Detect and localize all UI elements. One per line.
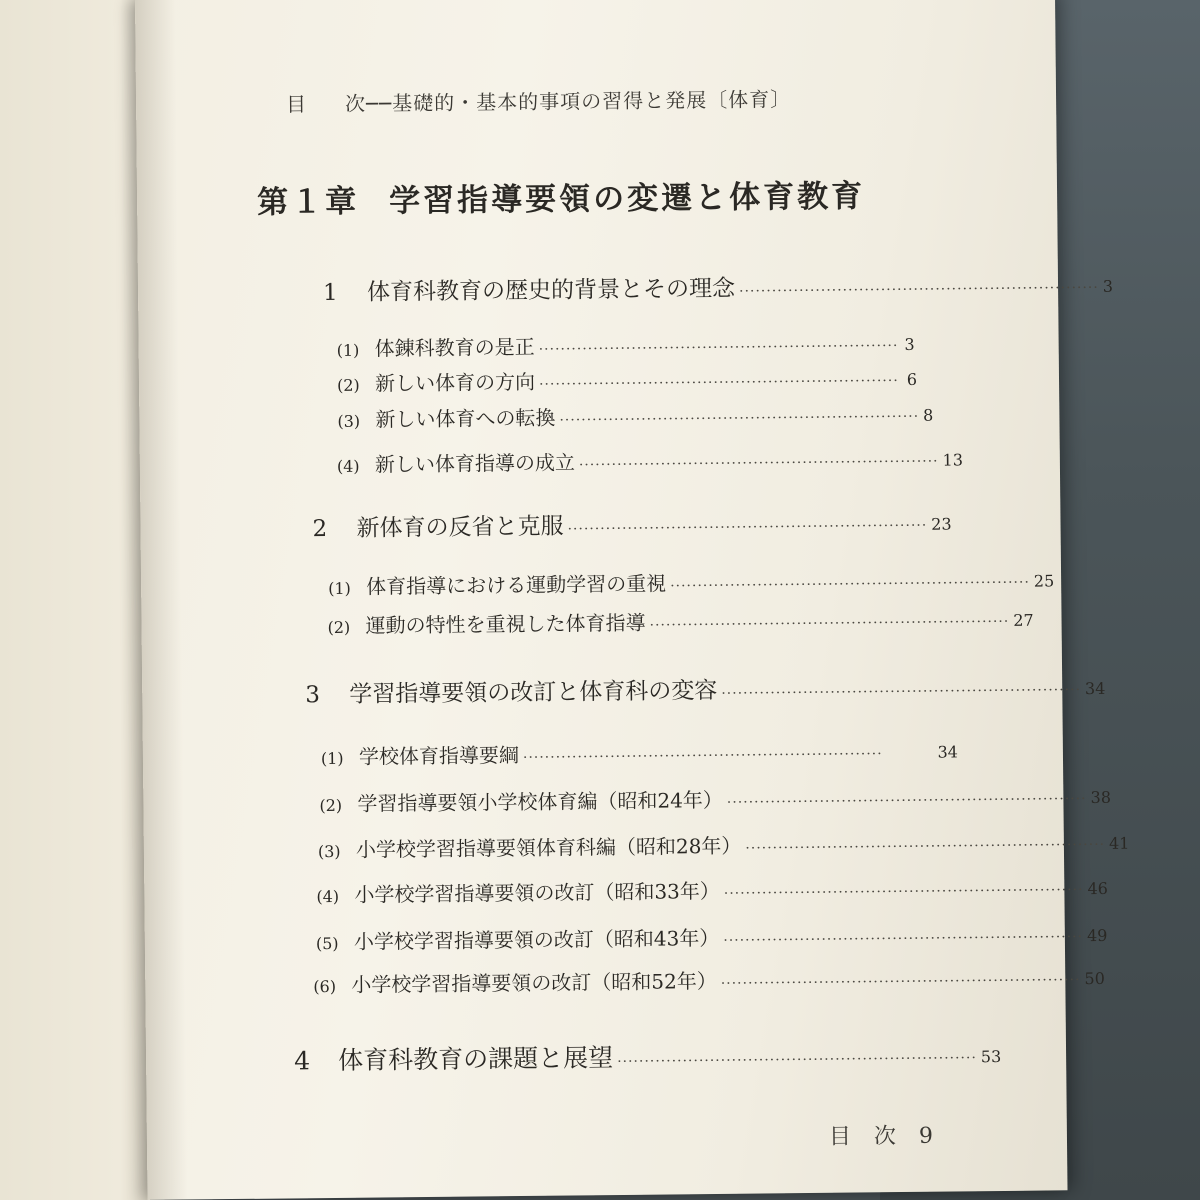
toc-item bbox=[328, 565, 1055, 600]
toc-item bbox=[336, 327, 914, 362]
item-title: 小学校学習指導要領の改訂（昭和33年） bbox=[354, 878, 720, 907]
toc-item bbox=[316, 872, 1108, 908]
page-footer bbox=[829, 1119, 941, 1151]
item-number: (4) bbox=[316, 886, 340, 907]
adjacent-page-left bbox=[0, 0, 150, 1200]
dot-leader: ·································································· bbox=[670, 574, 1030, 595]
book-page bbox=[135, 0, 1130, 1200]
chapter-label: 第１章 bbox=[256, 183, 360, 221]
toc-item bbox=[337, 362, 917, 397]
item-number: (1) bbox=[320, 748, 344, 769]
section-page: 34 bbox=[1084, 678, 1106, 699]
dot-leader: ·································································· bbox=[720, 972, 1081, 992]
item-page: 3 bbox=[904, 334, 915, 354]
dot-leader: ·································································· bbox=[567, 517, 928, 538]
toc-item bbox=[319, 781, 1112, 817]
item-number: (3) bbox=[317, 841, 341, 862]
section-page: 3 bbox=[1102, 276, 1114, 296]
item-number: (2) bbox=[319, 795, 343, 816]
section-page: 53 bbox=[980, 1046, 1002, 1067]
dot-leader: ·································································· bbox=[538, 373, 899, 393]
dot-leader: ·································································· bbox=[578, 453, 939, 474]
toc-item bbox=[317, 827, 1130, 863]
section-title: 体育科教育の歴史的背景とその理念 bbox=[366, 275, 736, 306]
footer-page-number: 9 bbox=[918, 1123, 942, 1149]
item-number: (3) bbox=[337, 411, 361, 431]
dot-leader: ·································································· bbox=[522, 746, 883, 766]
dot-leader: ·································································· bbox=[723, 929, 1084, 949]
item-title: 学校体育指導要綱 bbox=[358, 743, 520, 769]
section-title: 新体育の反省と克服 bbox=[356, 513, 564, 542]
item-title: 新しい体育への転換 bbox=[375, 405, 556, 432]
item-title: 新しい体育の方向 bbox=[374, 369, 536, 396]
item-title: 小学校学習指導要領の改訂（昭和52年） bbox=[351, 968, 717, 997]
dot-leader: ·································································· bbox=[538, 338, 899, 358]
item-title: 小学校学習指導要領の改訂（昭和43年） bbox=[353, 925, 720, 954]
dot-leader: ·································································· bbox=[721, 682, 1082, 702]
item-page: 25 bbox=[1033, 571, 1055, 591]
item-page: 13 bbox=[942, 450, 964, 470]
toc-item bbox=[315, 919, 1108, 955]
item-title: 新しい体育指導の成立 bbox=[374, 450, 575, 477]
chapter-heading bbox=[257, 170, 865, 221]
section-title: 体育科教育の課題と展望 bbox=[337, 1043, 614, 1075]
running-header-left: 目 bbox=[285, 92, 308, 117]
item-page: 38 bbox=[1090, 787, 1112, 808]
section-title: 学習指導要領の改訂と体育科の変容 bbox=[349, 677, 718, 708]
dot-leader: ·································································· bbox=[739, 279, 1099, 300]
toc-section bbox=[322, 268, 1114, 307]
item-number: (2) bbox=[327, 617, 351, 638]
item-title: 学習指導要領小学校体育編（昭和24年） bbox=[357, 787, 723, 816]
running-header bbox=[286, 83, 791, 117]
item-page: 6 bbox=[906, 369, 918, 389]
toc-item bbox=[313, 962, 1105, 998]
item-page: 34 bbox=[937, 742, 959, 762]
item-page: 50 bbox=[1084, 968, 1105, 989]
item-title: 小学校学習指導要領体育科編（昭和28年） bbox=[355, 833, 742, 862]
dot-leader: ·································································· bbox=[617, 1050, 977, 1071]
item-number: (6) bbox=[313, 976, 337, 997]
item-page: 49 bbox=[1086, 925, 1108, 946]
toc-item bbox=[327, 604, 1034, 639]
toc-item bbox=[337, 398, 934, 433]
section-number: 4 bbox=[293, 1046, 311, 1076]
toc-section bbox=[305, 669, 1106, 709]
item-title: 体錬科教育の是正 bbox=[374, 334, 535, 361]
dot-leader: ·································································· bbox=[649, 613, 1010, 634]
item-number: (1) bbox=[328, 578, 351, 599]
chapter-title: 学習指導要領の変遷と体育教育 bbox=[388, 178, 866, 220]
section-number: 3 bbox=[305, 682, 321, 709]
footer-label: 目 次 bbox=[828, 1124, 905, 1150]
item-title: 体育指導における運動学習の重視 bbox=[366, 571, 667, 599]
section-number: 2 bbox=[312, 516, 328, 543]
item-title: 運動の特性を重視した体育指導 bbox=[365, 610, 646, 638]
item-number: (4) bbox=[336, 456, 360, 476]
toc-item bbox=[336, 443, 964, 478]
item-page: 27 bbox=[1013, 610, 1034, 630]
dot-leader: ·································································· bbox=[726, 791, 1087, 811]
item-page: 46 bbox=[1087, 878, 1108, 899]
item-page: 8 bbox=[923, 405, 934, 425]
section-number: 1 bbox=[322, 279, 338, 307]
section-page: 23 bbox=[931, 514, 952, 534]
item-page: 41 bbox=[1108, 833, 1130, 853]
dot-leader: ·································································· bbox=[723, 882, 1084, 902]
dot-leader: ·································································· bbox=[559, 408, 920, 429]
running-header-right: 次──基礎的・基本的事項の習得と発展〔体育〕 bbox=[344, 87, 792, 116]
toc-section bbox=[312, 504, 952, 544]
dot-leader: ·································································· bbox=[745, 836, 1106, 857]
toc-section bbox=[293, 1034, 1002, 1077]
item-number: (2) bbox=[336, 375, 360, 395]
toc-item bbox=[321, 734, 958, 770]
item-number: (1) bbox=[336, 340, 360, 360]
item-number: (5) bbox=[315, 933, 339, 954]
